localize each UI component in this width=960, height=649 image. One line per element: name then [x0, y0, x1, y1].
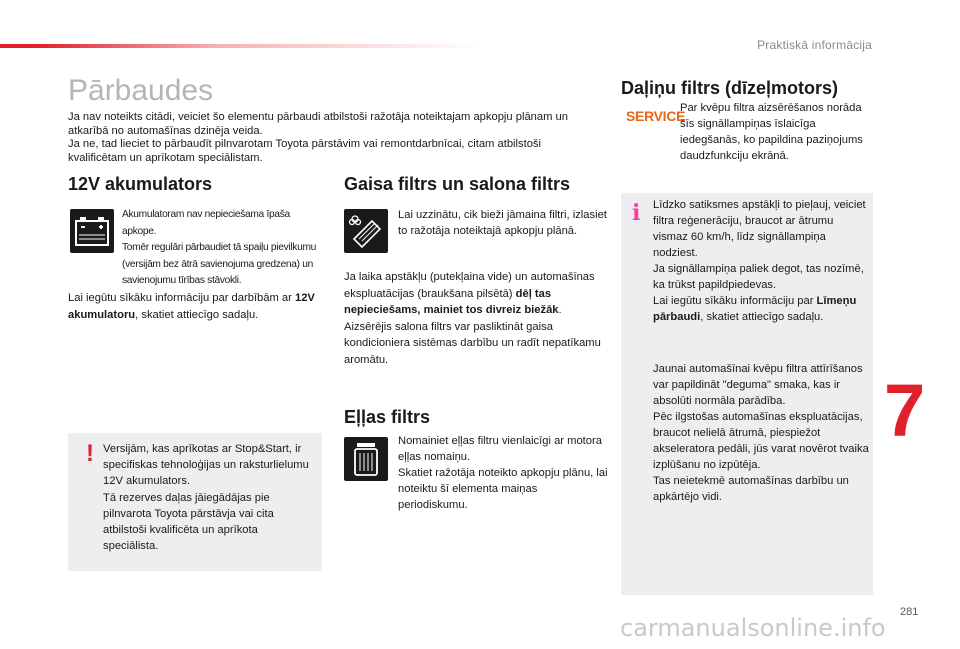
diesel-info-p3-post: , skatiet attiecīgo sadaļu. [700, 311, 824, 323]
battery-description [122, 207, 322, 290]
air-filter-description: Lai uzzinātu, cik bieži jāmaina filtri, izlasiet to ražotāja noteiktajā apkopju plānā. [398, 209, 607, 237]
battery-more-info [68, 290, 322, 324]
diesel-info-p3 [653, 293, 869, 325]
intro-line-1: Ja nav noteikts citādi, veiciet šo elementu pārbaudi atbilstoši ražotāja noteiktajam apkopju plānam un atkarībā no automašīnas dzinēja veida. [68, 111, 568, 137]
air-filter-p2-pre: Ja laika apstākļu (putekļaina vide) un automašīnas ekspluatācijas (braukšana pilsētā) [344, 271, 595, 300]
air-filter-icon [344, 209, 388, 253]
diesel-info-text-1 [653, 197, 869, 325]
diesel-info-p5: Pēc ilgstošas automašīnas ekspluatācijas, braucot nelielā ātrumā, piespiežot akseleratora pedāli, jūs varat novērot tvaika izplūšanu no izpūtēja. [653, 411, 869, 471]
diesel-filter-title: Daļiņu filtrs (dīzeļmotors) [621, 78, 839, 98]
header-accent-bar [0, 44, 480, 48]
battery-desc-2: Tomēr regulāri pārbaudiet tā spaiļu pievilkumu (versijām bez ātrā savienojuma gredzena) un savienojumu tīrības stāvokli. [122, 242, 317, 286]
intro-text [68, 111, 598, 165]
chapter-number: 7 [884, 369, 926, 452]
battery-icon [70, 209, 114, 253]
air-filter-p2-post: . [558, 304, 562, 316]
page-title: Pārbaudes [68, 74, 214, 107]
intro-line-2: Ja ne, tad lieciet to pārbaudīt pilnvarotam Toyota pārstāvim vai remontdarbnīcai, citam atbilstoši kvalificētam un aprīkotam speciālistam. [68, 138, 542, 164]
diesel-info-text-2 [653, 361, 869, 505]
air-filter-p2 [344, 269, 606, 319]
battery-warning-2: Tā rezerves daļas jāiegādājas pie pilnvarota Toyota pārstāvja vai cita atbilstoši kvalificēta un aprīkota speciālista. [103, 491, 274, 553]
diesel-info-p3-bold: Līmeņu pārbaudi [653, 295, 857, 323]
battery-warning-1: Versijām, kas aprīkotas ar Stop&Start, ir specifiskas tehnoloģijas un raksturlielumu 12V akumulators. [103, 443, 309, 488]
oil-filter-title: Eļļas filtrs [344, 407, 431, 427]
diesel-info-p4: Jaunai automašīnai kvēpu filtra attīrīšanos var papildināt "deguma" smaka, kas ir absolūti normāla parādība. [653, 363, 863, 407]
oil-filter-description [398, 433, 608, 513]
battery-desc-1: Akumulatoram nav nepieciešama īpaša apkope. [122, 209, 290, 237]
warning-icon: ! [86, 440, 94, 467]
air-filter-title: Gaisa filtrs un salona filtrs [344, 174, 571, 194]
battery-more-post: , skatiet attiecīgo sadaļu. [135, 309, 259, 321]
section-header: Praktiskā informācija [757, 38, 872, 52]
info-icon: i [632, 200, 641, 226]
battery-more-pre: Lai iegūtu sīkāku informāciju par darbībām ar [68, 292, 295, 304]
diesel-info-p3-pre: Lai iegūtu sīkāku informāciju par [653, 295, 817, 307]
air-filter-p3: Aizsērējis salona filtrs var pasliktināt gaisa kondicioniera sistēmas darbību un radīt nepatīkamu aromātu. [344, 320, 601, 366]
service-warning-lamp-icon: SERVICE [626, 108, 686, 124]
diesel-info-p6: Tas neietekmē automašīnas darbību un apkārtējo vidi. [653, 475, 849, 503]
watermark: carmanualsonline.info [620, 614, 886, 642]
air-filter-details [344, 269, 606, 368]
diesel-info-p2: Ja signāllampiņa paliek degot, tas nozīmē, ka trūkst papildpiedevas. [653, 263, 864, 291]
battery-more-link-text: 12V akumulatoru [68, 292, 315, 321]
oil-filter-icon [344, 437, 388, 481]
air-filter-p2-bold: dēļ tas nepieciešams, mainiet tos divreiz biežāk [344, 287, 559, 316]
battery-title: 12V akumulators [68, 174, 213, 194]
diesel-info-p1: Līdzko satiksmes apstākļi to pieļauj, veiciet filtra reģenerāciju, braucot ar ātrumu vismaz 60 km/h, līdz signāllampiņa nodziest. [653, 199, 866, 259]
oil-filter-desc-1: Nomainiet eļļas filtru vienlaicīgi ar motora eļļas nomaiņu. [398, 435, 602, 463]
oil-filter-desc-2: Skatiet ražotāja noteikto apkopju plānu, lai noteiktu šī elementa maiņas periodiskumu. [398, 467, 608, 511]
page-number: 281 [900, 606, 919, 618]
battery-warning-text [103, 441, 313, 554]
diesel-filter-description: Par kvēpu filtra aizsērēšanos norāda šīs signāllampiņas īslaicīga iedegšanās, ko papildina paziņojums daudzfunkciju ekrānā. [680, 102, 863, 162]
